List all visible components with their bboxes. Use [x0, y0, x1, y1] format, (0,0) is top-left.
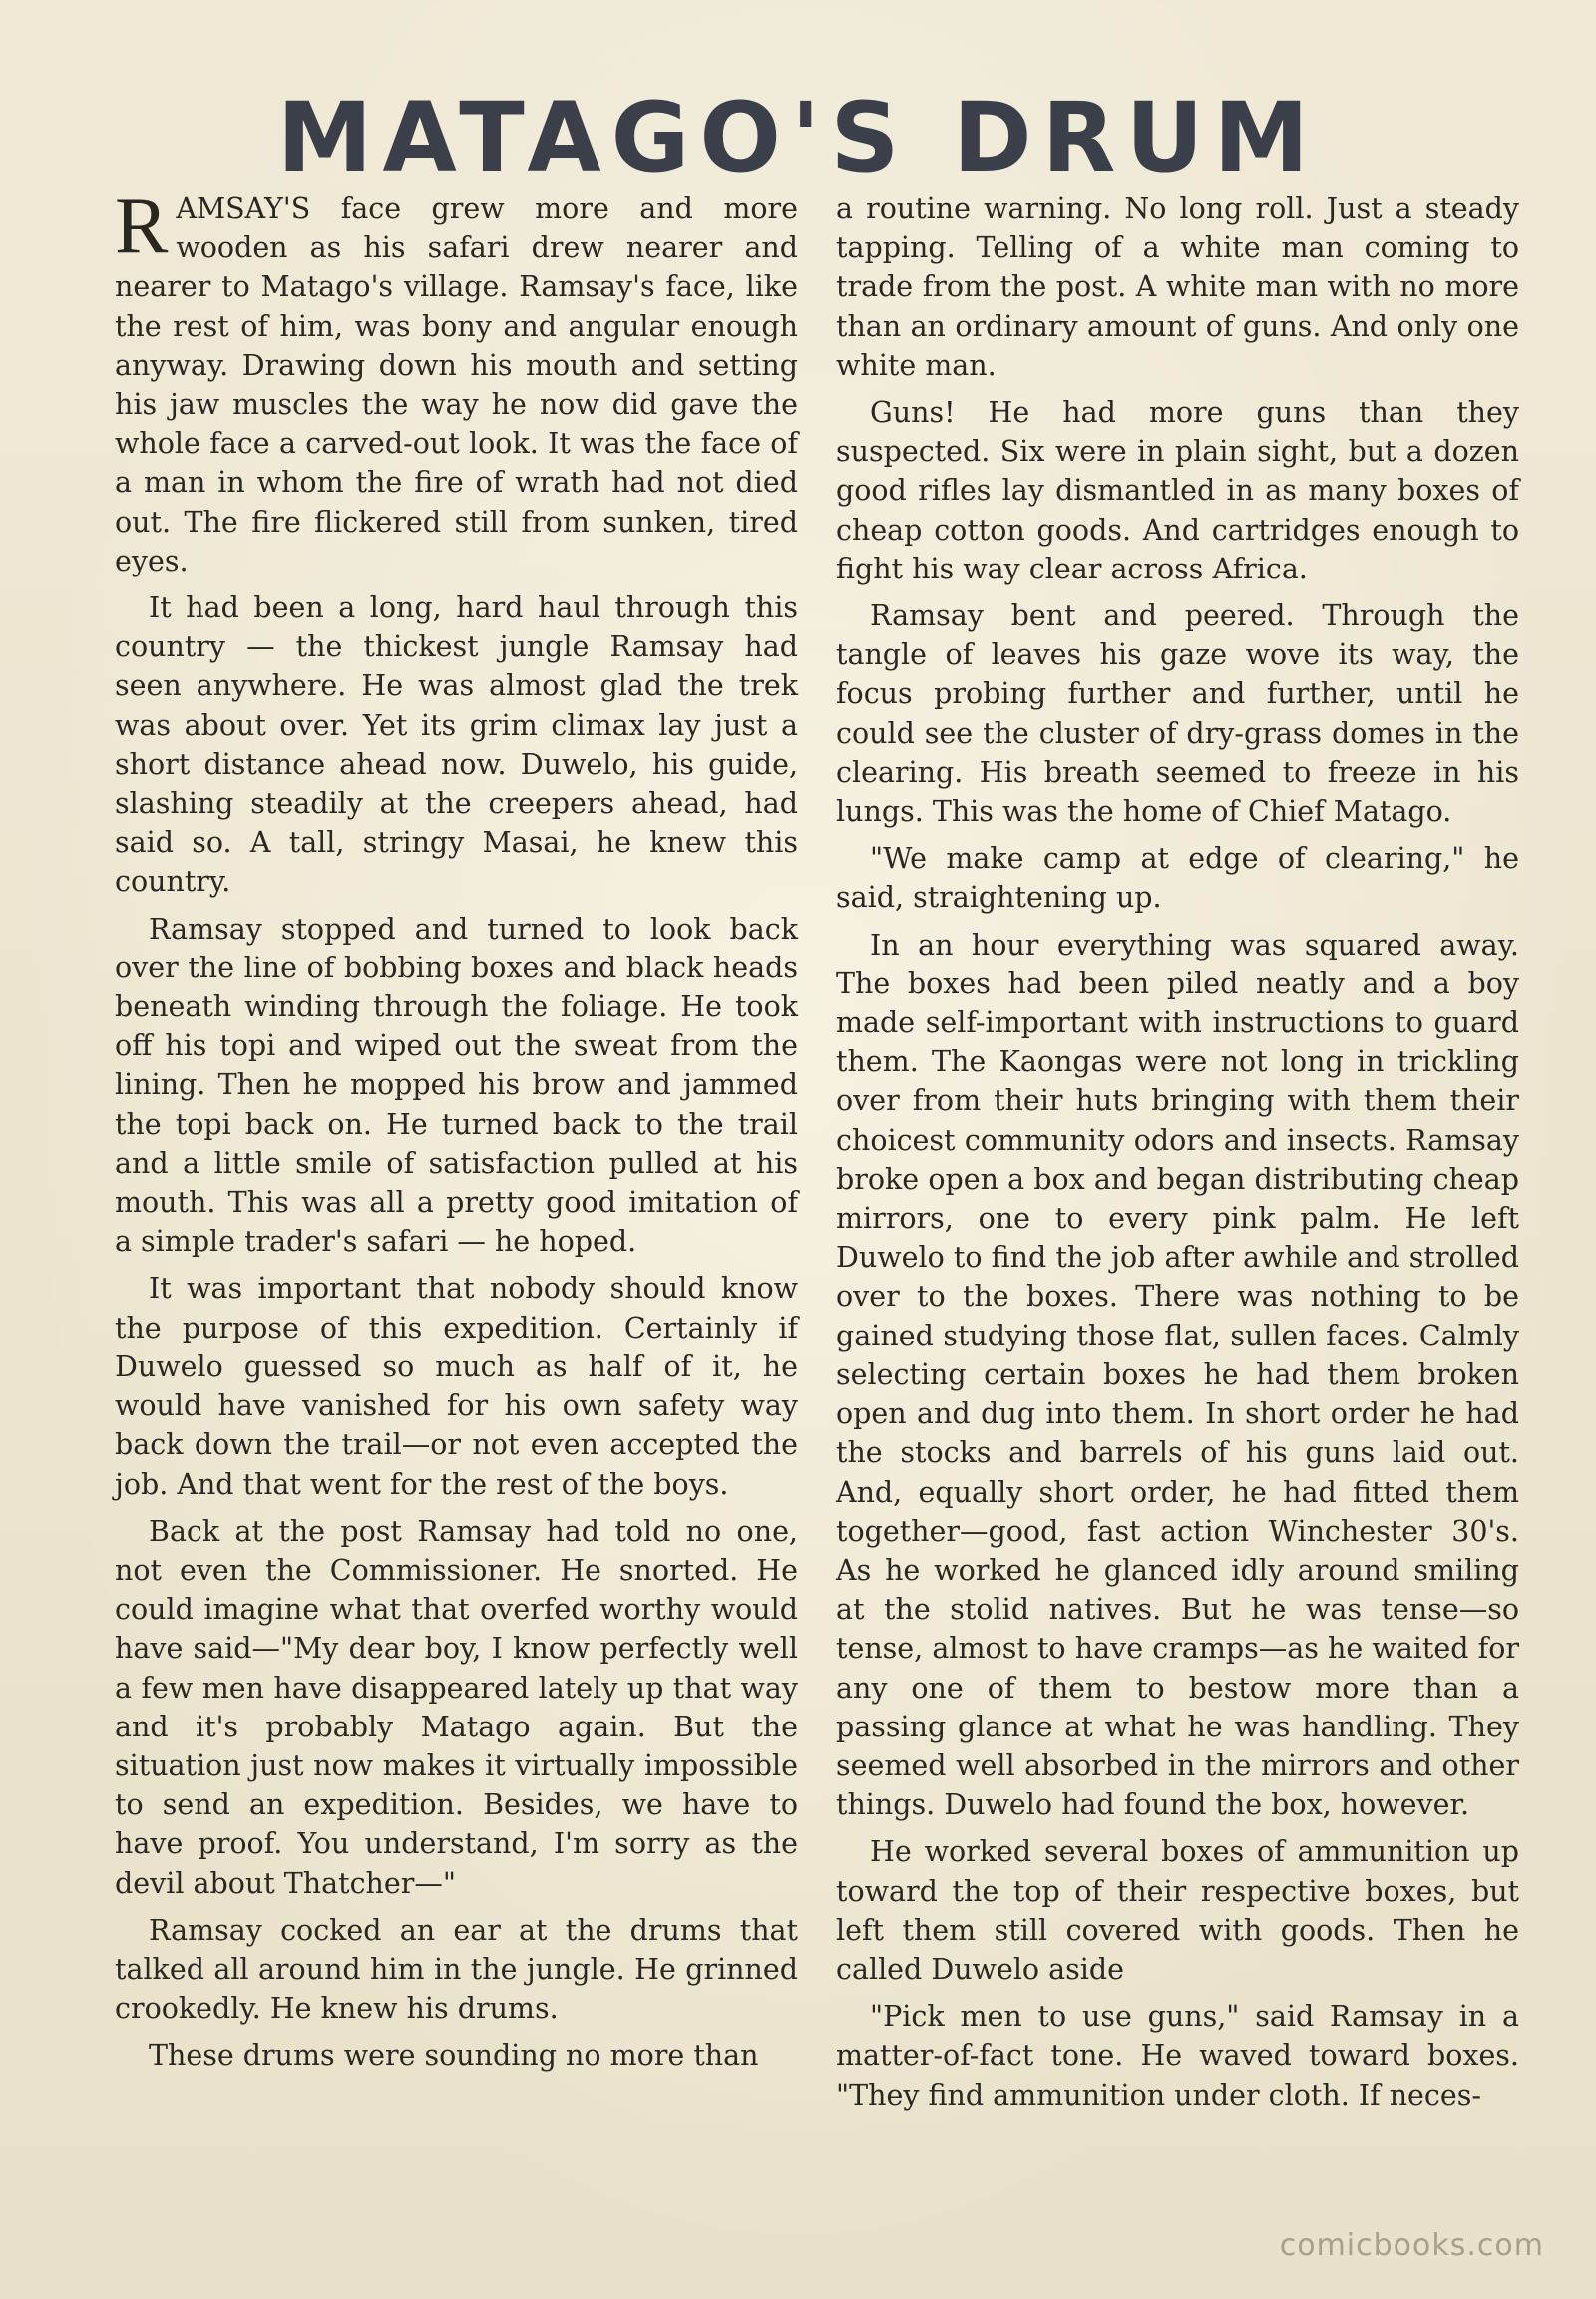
right-column — [836, 190, 1519, 2122]
paragraph-10: Ramsay bent and peered. Through the tangle of leaves his gaze wove its way, the focus probing further and further, until he could see the cluster of dry-grass domes in the clearing. His breath seemed to freeze in his lungs. This was the home of Chief Matago. — [836, 599, 1519, 829]
paragraph-5: Back at the post Ramsay had told no one, not even the Commissioner. He snorted. He could imagine what that overfed worthy would have said—"My dear boy, I know perfectly well a few men have disappeared lately up that way and it's probably Matago again. But the situation just now makes it virtually impossible to send an expedition. Besides, we have to have proof. You understand, I'm sorry as the devil about Thatcher—" — [115, 1514, 798, 1900]
paragraph-14: "Pick men to use guns," said Ramsay in a matter-of-fact tone. He waved toward boxes. "They find ammunition under cloth. If neces- — [836, 2000, 1519, 2111]
paragraph-3: Ramsay stopped and turned to look back over the line of bobbing boxes and black heads beneath winding through the foliage. He took off his topi and wiped out the sweat from the lining. Then he mopped his brow and jammed the topi back on. He turned back to the trail and a little smile of satisfaction pulled at his mouth. This was all a pretty good imitation of a simple trader's safari — he hoped. — [115, 912, 798, 1259]
left-column — [115, 183, 798, 2084]
paragraph-7: These drums were sounding no more than — [149, 2039, 759, 2073]
drop-cap: R — [115, 183, 169, 270]
paragraph-13: He worked several boxes of ammunition up toward the top of their respective boxes, but left them still covered with goods. Then he called Duwelo aside — [836, 1835, 1519, 1986]
paragraph-2: It had been a long, hard haul through this country — the thickest jungle Ramsay had seen anywhere. He was almost glad the trek was about over. Yet its grim climax lay just a short distance ahead now. Duwelo, his guide, slashing steadily at the creepers ahead, had said so. A tall, stringy Masai, he knew this country. — [115, 591, 798, 899]
paragraph-6: Ramsay cocked an ear at the drums that talked all around him in the jungle. He grinned crookedly. He knew his drums. — [115, 1913, 798, 2026]
paragraph-12: In an hour everything was squared away. The boxes had been piled neatly and a boy made self-important with instructions to guard them. The Kaongas were not long in trickling over from their huts bringing with them their choicest community odors and insects. Ramsay broke open a box and began distributing cheap mirrors, one to every pink palm. He left Duwelo to find the job after awhile and strolled over to the boxes. There was nothing to be gained studying those flat, sullen faces. Calmly selecting certain boxes he had them broken open and dug into them. In short order he had the stocks and barrels of his guns laid out. And, equally short order, he had fitted them together—good, fast action Winchester 30's. As he worked he glanced idly around smiling at the stolid natives. But he was tense—so tense, almost to have cramps—as he waited for any one of them to bestow more than a passing glance at what he was handling. They seemed well absorbed in the mirrors and other things. Duwelo had found the box, however. — [836, 928, 1519, 1822]
paragraph-8: a routine warning. No long roll. Just a steady tapping. Telling of a white man coming to trade from the post. A white man with no more than an ordinary amount of guns. And only one white man. — [836, 192, 1519, 382]
paragraph-9: Guns! He had more guns than they suspected. Six were in plain sight, but a dozen good rifles lay dismantled in as many boxes of cheap cotton goods. And cartridges enough to fight his way clear across Africa. — [836, 396, 1519, 585]
source-watermark: comicbooks.com — [1279, 2228, 1544, 2263]
paragraph-11: "We make camp at edge of clearing," he said, straightening up. — [836, 842, 1519, 915]
paragraph-1 — [115, 183, 798, 580]
paragraph-1-text: AMSAY'S face grew more and more wooden as his safari drew nearer and nearer to Matago's village. Ramsay's face, like the rest of him, was bony and angular enough anyway. Drawing down his mouth and setting his jaw muscles the way he now did gave the whole face a carved-out look. It was the face of a man in whom the fire of wrath had not died out. The fire flickered still from sunken, tired eyes. — [115, 192, 798, 577]
story-title: MATAGO'S DRUM — [276, 82, 1320, 194]
paragraph-4: It was important that nobody should know the purpose of this expedition. Certainly if Duwelo guessed so much as half of it, he would have vanished for his own safety way back down the trail—or not even accepted the job. And that went for the rest of the boys. — [115, 1272, 798, 1501]
